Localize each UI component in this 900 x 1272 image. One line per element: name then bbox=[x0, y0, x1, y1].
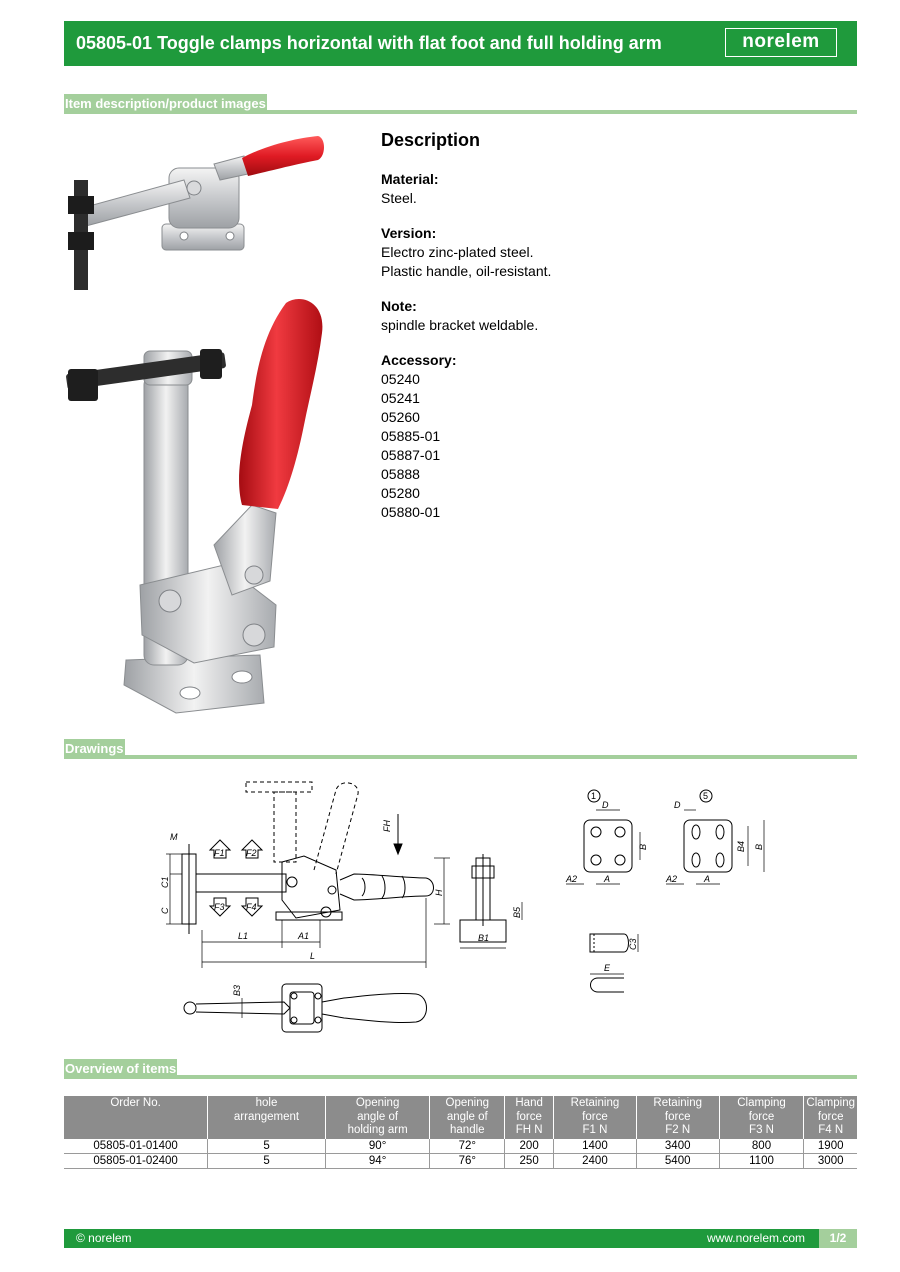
note-value: spindle bracket weldable. bbox=[381, 317, 539, 333]
footer-url-link[interactable]: www.norelem.com bbox=[706, 1231, 805, 1245]
cell: 5400 bbox=[636, 1153, 719, 1168]
label-f1: F1 bbox=[214, 848, 225, 858]
pivot-pin bbox=[159, 590, 181, 612]
cell: 90° bbox=[325, 1139, 430, 1154]
page-title: 05805-01 Toggle clamps horizontal with flat foot and full holding arm bbox=[76, 33, 662, 53]
cell: 1900 bbox=[804, 1139, 857, 1154]
spindle-nut-top bbox=[68, 196, 94, 214]
cell: 5 bbox=[208, 1139, 326, 1154]
description-heading: Description bbox=[381, 130, 481, 150]
accessory-item: 05241 bbox=[381, 390, 420, 406]
norelem-logo: norelem bbox=[725, 28, 837, 57]
accessory-item: 05887-01 bbox=[381, 447, 441, 463]
accessory-item: 05885-01 bbox=[381, 428, 441, 444]
cell: 3400 bbox=[636, 1139, 719, 1154]
version-label: Version: bbox=[381, 225, 437, 241]
col-retaining-f1: Retaining force F1 N bbox=[554, 1096, 637, 1139]
label-d-5: D bbox=[674, 800, 681, 810]
footer-copyright: © norelem bbox=[76, 1231, 132, 1245]
section-rule bbox=[64, 1075, 857, 1079]
open-position-outline bbox=[246, 782, 358, 874]
version-line: Plastic handle, oil-resistant. bbox=[381, 263, 552, 279]
label-b1: B1 bbox=[478, 933, 490, 943]
label-a2-5: A2 bbox=[666, 874, 678, 884]
spindle-nut-bottom bbox=[68, 232, 94, 250]
drawing-labels bbox=[160, 791, 764, 996]
product-photo-closed bbox=[64, 128, 324, 298]
col-order-no: Order No. bbox=[64, 1096, 208, 1139]
cell: 800 bbox=[719, 1139, 804, 1154]
label-circle-5: 5 bbox=[703, 791, 709, 801]
pivot bbox=[187, 181, 201, 195]
detail-e bbox=[590, 974, 624, 992]
col-clamping-f3: Clamping force F3 N bbox=[719, 1096, 804, 1139]
top-view bbox=[184, 984, 427, 1032]
accessory-item: 05880-01 bbox=[381, 504, 441, 520]
table-row bbox=[64, 1139, 857, 1154]
accessory-label: Accessory: bbox=[381, 352, 457, 368]
label-h: H bbox=[434, 889, 444, 896]
table-header-row bbox=[64, 1096, 857, 1139]
label-c: C bbox=[160, 907, 170, 914]
hole-pattern-5 bbox=[666, 790, 764, 884]
table-row bbox=[64, 1153, 857, 1168]
cell: 1100 bbox=[719, 1153, 804, 1168]
accessory-item: 05240 bbox=[381, 371, 420, 387]
section-label: Drawings bbox=[64, 739, 125, 759]
red-handle bbox=[242, 136, 324, 176]
section-rule bbox=[64, 755, 857, 759]
label-a1: A1 bbox=[298, 931, 310, 941]
hex-bolt-head bbox=[68, 369, 98, 401]
col-hand-force: Hand force FH N bbox=[505, 1096, 554, 1139]
label-f3: F3 bbox=[214, 902, 225, 912]
page-footer bbox=[64, 1229, 857, 1248]
note-block bbox=[381, 297, 841, 335]
cell: 72° bbox=[430, 1139, 505, 1154]
version-block bbox=[381, 224, 841, 281]
label-l1: L1 bbox=[238, 931, 249, 941]
label-a2: A2 bbox=[566, 874, 578, 884]
material-value: Steel. bbox=[381, 190, 417, 206]
version-line: Electro zinc-plated steel. bbox=[381, 244, 534, 260]
section-label: Overview of items bbox=[64, 1059, 177, 1079]
red-handle bbox=[239, 299, 322, 509]
items-table bbox=[64, 1096, 857, 1169]
label-b-5: B bbox=[754, 843, 764, 850]
col-retaining-f2: Retaining force F2 N bbox=[636, 1096, 719, 1139]
product-photo-open bbox=[64, 295, 328, 715]
label-b5: B5 bbox=[512, 906, 522, 918]
accessory-item: 05888 bbox=[381, 466, 420, 482]
cell: 200 bbox=[505, 1139, 554, 1154]
accessory-item: 05280 bbox=[381, 485, 420, 501]
page-number: 1/2 bbox=[819, 1229, 857, 1248]
cell: 94° bbox=[325, 1153, 430, 1168]
accessory-block bbox=[381, 351, 841, 522]
cell-order-no: 05805-01-02400 bbox=[64, 1153, 208, 1168]
label-b3: B3 bbox=[232, 984, 242, 996]
cell: 76° bbox=[430, 1153, 505, 1168]
hex-nut bbox=[200, 349, 222, 379]
label-c1: C1 bbox=[160, 876, 170, 888]
material-label: Material: bbox=[381, 171, 439, 187]
description-panel bbox=[381, 128, 841, 538]
label-fh: FH bbox=[382, 820, 392, 832]
cell: 250 bbox=[505, 1153, 554, 1168]
section-drawings bbox=[64, 739, 857, 759]
accessory-item: 05260 bbox=[381, 409, 420, 425]
material-block bbox=[381, 170, 841, 208]
col-clamping-f4: Clamping force F4 N bbox=[804, 1096, 857, 1139]
label-b4: B4 bbox=[736, 840, 746, 852]
cell: 5 bbox=[208, 1153, 326, 1168]
dimension-lines bbox=[166, 854, 450, 968]
cell: 2400 bbox=[554, 1153, 637, 1168]
label-c3: C3 bbox=[628, 938, 638, 950]
page-header bbox=[64, 21, 857, 66]
label-f4: F4 bbox=[246, 902, 257, 912]
label-a-5: A bbox=[704, 874, 711, 884]
label-circle-1: 1 bbox=[591, 791, 597, 801]
label-e: E bbox=[604, 963, 611, 973]
note-label: Note: bbox=[381, 298, 417, 314]
section-overview bbox=[64, 1059, 857, 1079]
cell: 1400 bbox=[554, 1139, 637, 1154]
force-arrows bbox=[210, 814, 402, 916]
label-l: L bbox=[310, 951, 316, 961]
col-opening-handle: Opening angle of handle bbox=[430, 1096, 505, 1139]
label-d: D bbox=[602, 800, 609, 810]
cell: 3000 bbox=[804, 1153, 857, 1168]
label-m: M bbox=[170, 832, 178, 842]
label-a: A bbox=[604, 874, 611, 884]
section-product-images bbox=[64, 94, 857, 114]
col-hole-arrangement: hole arrangement bbox=[208, 1096, 326, 1139]
end-view bbox=[460, 854, 522, 948]
col-opening-arm: Opening angle of holding arm bbox=[325, 1096, 430, 1139]
label-f2: F2 bbox=[246, 848, 257, 858]
technical-drawing bbox=[64, 770, 857, 1050]
label-b: B bbox=[638, 843, 648, 850]
base-foot bbox=[124, 655, 264, 713]
cell-order-no: 05805-01-01400 bbox=[64, 1139, 208, 1154]
section-label: Item description/product images bbox=[64, 94, 267, 114]
